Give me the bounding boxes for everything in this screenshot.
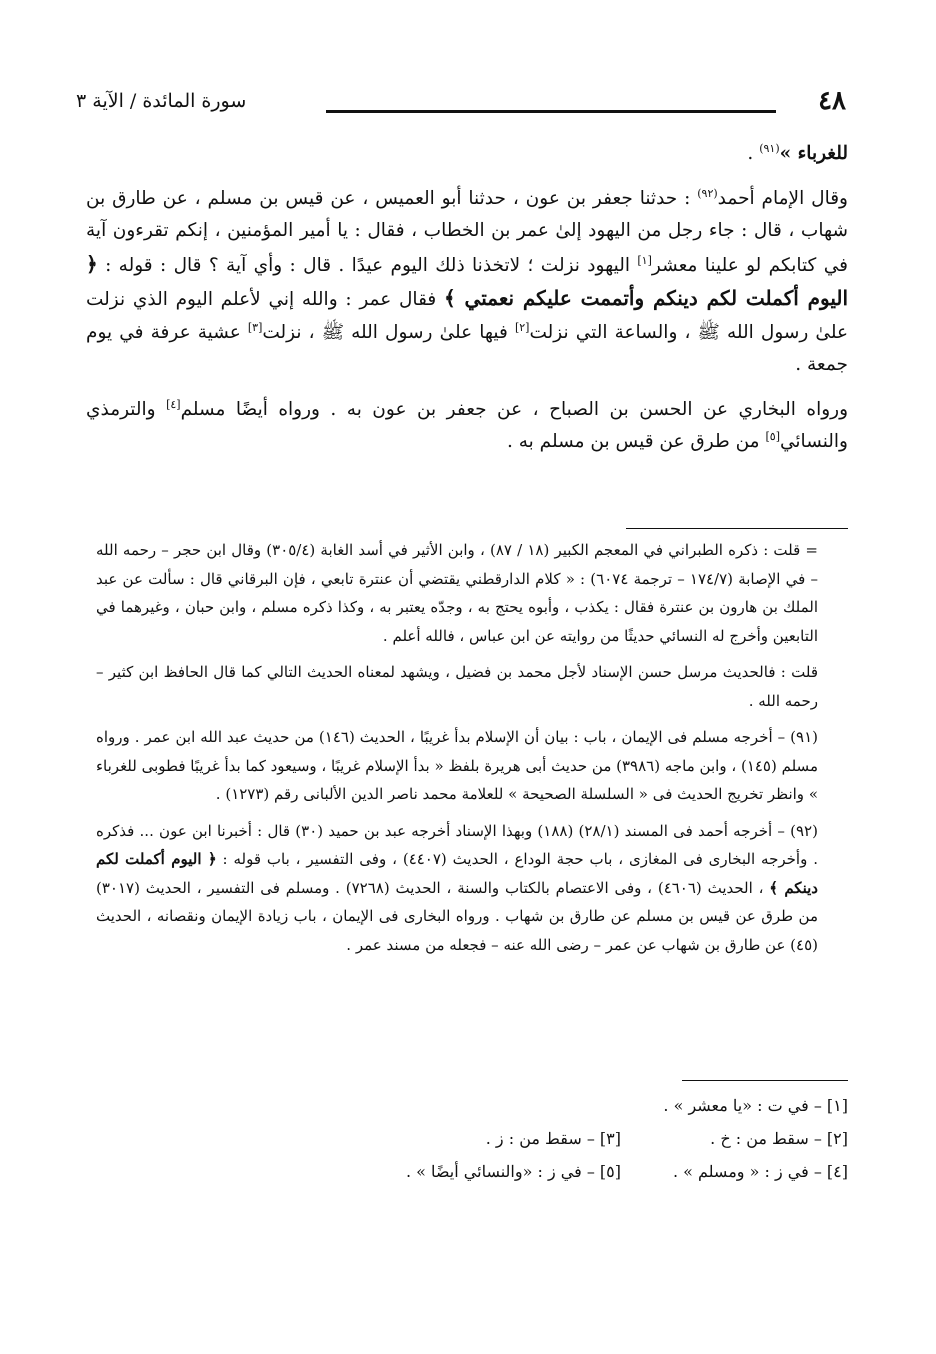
text-run: والترمذي والنسائي — [86, 398, 848, 452]
variant-5: [٥] – في ز : «والنسائي أيضًا » . — [406, 1162, 621, 1181]
quran-verse: ﴿ اليوم أكملت لكم دينكم ﴾ — [96, 850, 818, 897]
hadith-end-text: للغرباء » — [779, 143, 848, 164]
main-text — [86, 138, 848, 459]
period: . — [747, 143, 760, 164]
manuscript-variants — [280, 1096, 848, 1195]
page-number: ٤٨ — [818, 86, 846, 116]
surah-label: سورة المائدة / الآية ٣ — [76, 90, 247, 112]
footnotes — [96, 536, 818, 967]
text-run: فقال عمر : والله إني لأعلم اليوم الذي نزلت علىٰ رسول الله ﷺ ، والساعة التي نزلت — [86, 289, 849, 343]
text-run: : حدثنا جعفر بن عون ، حدثنا أبو العميس ، عن قيس بن مسلم ، عن طارق بن شهاب ، قال : جاء رجل من اليهود إلىٰ عمر بن الخطاب ، فقال : يا أمير المؤمنين ، إنكم تقرءون آية في كتابكم لو علينا معشر — [86, 187, 848, 276]
variant-ref: [٥] — [765, 429, 780, 443]
footnote-continued: = قلت : ذكره الطبراني في المعجم الكبير (١٨ / ٨٧) ، وابن الأثير في أسد الغابة (٣٠٥/٤) وقال ابن حجر – رحمه الله – في الإصابة (١٧٤/٧ – ترجمة ٦٠٧٤) : « كلام الدارقطني يقتضي أن عنترة تابعي ، فإن البرقاني قال : سألت عن عبد الملك بن هارون بن عنترة فقال : يكذب ، وأبوه يحتج به ، وجدّه يعتبر به ، وكذا ذكره مسلم ، وابن حبان ، وغيرهما في التابعين وأخرج له النسائي حديثًا من روايته عن ابن عباس ، فالله أعلم . — [96, 541, 819, 645]
text-run: فيها علىٰ رسول الله ﷺ ، نزلت — [262, 321, 515, 343]
paragraph-3 — [86, 394, 848, 459]
footnote-91: (٩١) – أخرجه مسلم فى الإيمان ، باب : بيان أن الإسلام بدأ غريبًا ، الحديث (١٤٦) من حديث عبد الله ابن عمر . ورواه مسلم (١٤٥) ، وابن ماجه (٣٩٨٦) من حديث أبى هريرة بلفظ « بدأ الإسلام غريبًا ، وسيعود كما بدأ غريبًا فطوبى للغرباء » وانظر تخريج الحديث فى « السلسلة الصحيحة » للعلامة محمد ناصر الدين الألبانى رقم (١٢٧٣) . — [96, 728, 819, 803]
paragraph-2 — [86, 183, 848, 382]
variant-row — [280, 1096, 848, 1129]
footnote-ref: (٩٢) — [697, 186, 718, 200]
variant-ref: [٢] — [514, 320, 530, 334]
variant-row — [280, 1129, 848, 1162]
page-header — [76, 86, 846, 126]
variant-row — [280, 1162, 848, 1195]
variant-4: [٤] – في ز : « ومسلم » . — [672, 1162, 848, 1181]
variant-3: [٣] – سقط من : ز . — [485, 1129, 621, 1148]
footnote-92 — [96, 817, 818, 960]
variants-divider — [682, 1080, 848, 1081]
text-run: اليهود نزلت ؛ لاتخذنا ذلك اليوم عيدًا . قال : وأي آية ؟ قال : قوله : — [97, 254, 638, 276]
header-rule — [326, 110, 776, 113]
text-run: عشية عرفة في يوم جمعة . — [86, 321, 848, 375]
paragraph-1 — [86, 138, 848, 171]
variant-1: [١] – في ت : «يا معشر » . — [663, 1096, 848, 1115]
footnote-comment: قلت : فالحديث مرسل حسن الإسناد لأجل محمد بن فضيل ، ويشهد لمعناه الحديث التالي كما قال الحافظ ابن كثير – رحمه الله . — [96, 663, 818, 710]
text-run: من طرق عن قيس بن مسلم به . — [506, 431, 766, 452]
variant-ref: [٤] — [166, 397, 181, 411]
footnote-ref: (٩١) — [759, 141, 780, 155]
variant-2: [٢] – سقط من : خ . — [710, 1129, 848, 1148]
text-run: (٩٢) – أخرجه أحمد فى المسند (٢٨/١) (١٨٨) وبهذا الإسناد أخرجه عبد بن حميد (٣٠) قال : أخبرنا ابن عون ... فذكره . وأخرجه البخارى فى المغازى ، باب حجة الوداع ، الحديث (٤٤٠٧) ، وفى التفسير ، باب قوله : — [96, 821, 818, 868]
text-run: ، الحديث (٤٦٠٦) ، وفى الاعتصام بالكتاب والسنة ، الحديث (٧٢٦٨) . ومسلم فى التفسير ، الحديث (٣٠١٧) من طرق عن قيس بن مسلم عن طارق بن شهاب . ورواه البخارى فى الإيمان ، باب زيادة الإيمان ونقصانه ، الحديث (٤٥) عن طارق بن شهاب عن عمر – رضى الله عنه – فجعله من مسند عمر . — [96, 878, 818, 954]
footnote-divider — [626, 528, 848, 529]
variant-ref: [٣] — [247, 320, 263, 334]
text-run: ورواه البخاري عن الحسن بن الصباح ، عن جعفر بن عون به . ورواه أيضًا مسلم — [180, 398, 849, 420]
variant-ref: [١] — [637, 253, 652, 267]
text-run: وقال الإمام أحمد — [717, 187, 848, 209]
quran-verse: ﴿ اليوم أكملت لكم دينكم وأتممت عليكم نعمتي ﴾ — [86, 251, 849, 310]
